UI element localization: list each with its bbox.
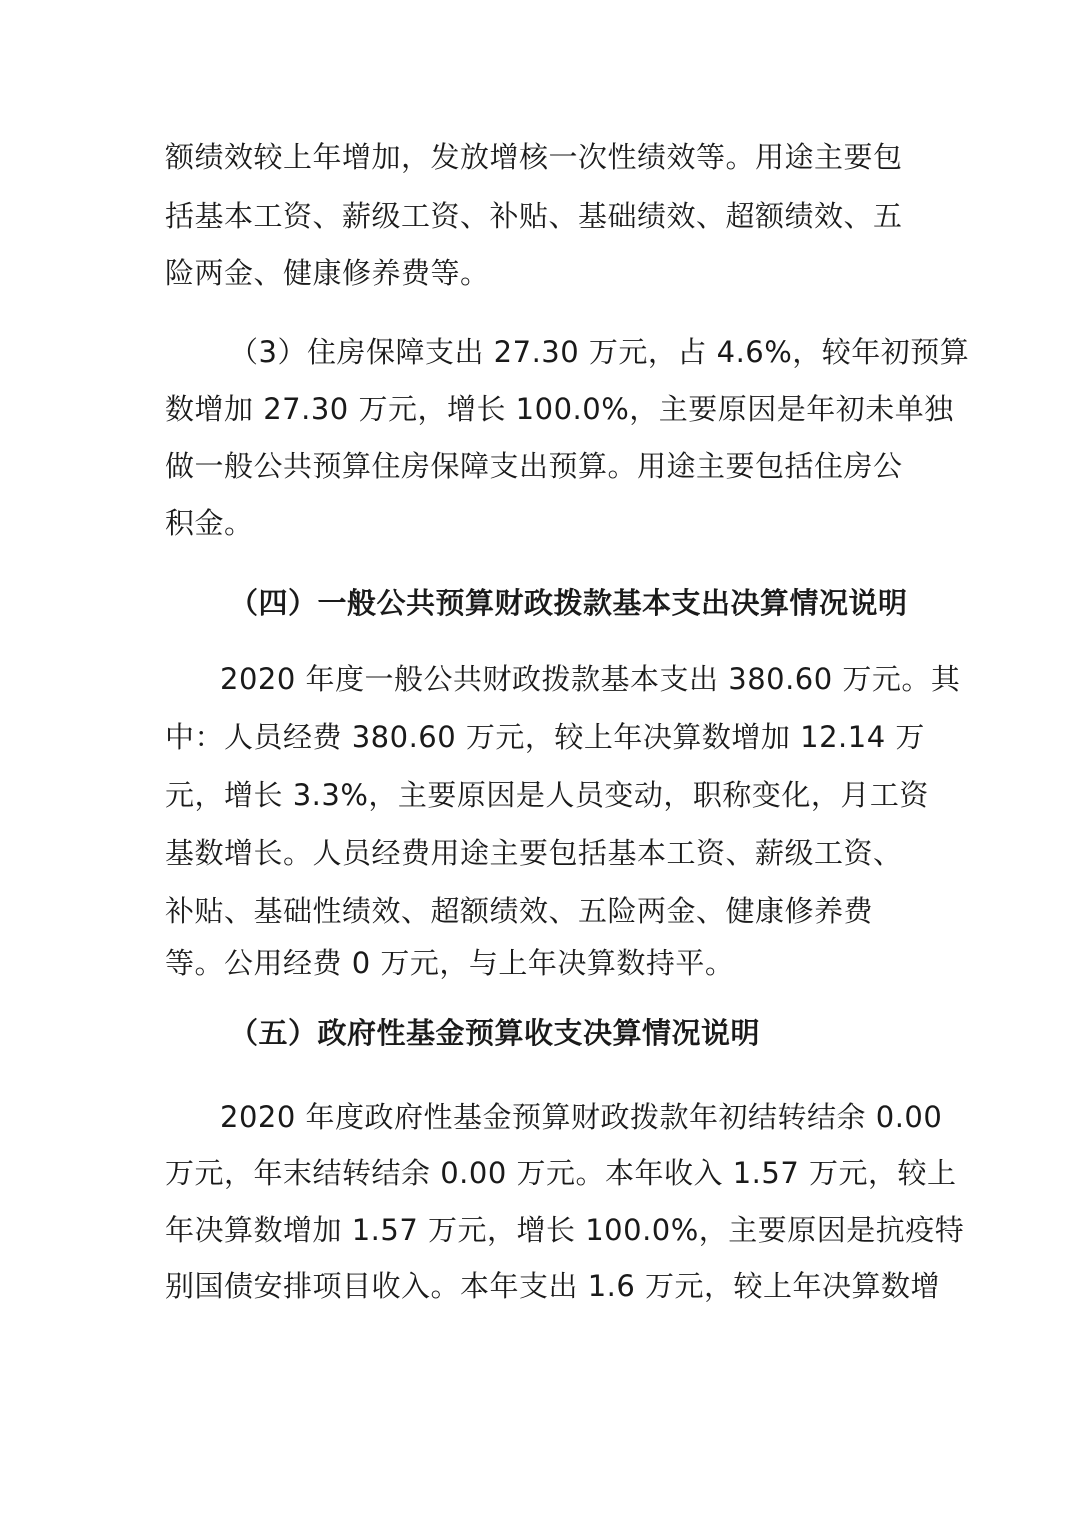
paragraph-1-line-2: 括基本工资、薪级工资、补贴、基础绩效、超额绩效、五 [165,199,903,233]
paragraph-2-line-3: 做一般公共预算住房保障支出预算。用途主要包括住房公 [165,449,903,483]
paragraph-3-line-6: 等。公用经费 0 万元，与上年决算数持平。 [165,946,735,980]
paragraph-3-line-4: 基数增长。人员经费用途主要包括基本工资、薪级工资、 [165,836,903,870]
paragraph-3-line-3: 元，增长 3.3%，主要原因是人员变动，职称变化，月工资 [165,778,929,812]
paragraph-2-line-1: （3）住房保障支出 27.30 万元，占 4.6%，较年初预算 [229,335,970,369]
paragraph-1-line-3: 险两金、健康修养费等。 [165,256,490,290]
paragraph-3-line-2: 中：人员经费 380.60 万元，较上年决算数增加 12.14 万 [165,720,925,754]
paragraph-2-line-2: 数增加 27.30 万元，增长 100.0%，主要原因是年初未单独 [165,392,954,426]
paragraph-4-line-2: 万元，年末结转结余 0.00 万元。本年收入 1.57 万元，较上 [165,1156,957,1190]
paragraph-2-line-4: 积金。 [165,506,254,540]
paragraph-4-line-3: 年决算数增加 1.57 万元，增长 100.0%，主要原因是抗疫特 [165,1213,965,1247]
paragraph-1-line-1: 额绩效较上年增加，发放增核一次性绩效等。用途主要包 [165,140,903,174]
paragraph-3-line-5: 补贴、基础性绩效、超额绩效、五险两金、健康修养费 [165,894,874,928]
section-heading-4: （四）一般公共预算财政拨款基本支出决算情况说明 [229,586,908,620]
paragraph-4-line-1: 2020 年度政府性基金预算财政拨款年初结转结余 0.00 [220,1100,943,1134]
section-heading-5: （五）政府性基金预算收支决算情况说明 [229,1016,761,1050]
paragraph-3-line-1: 2020 年度一般公共财政拨款基本支出 380.60 万元。其 [220,662,961,696]
paragraph-4-line-4: 别国债安排项目收入。本年支出 1.6 万元，较上年决算数增 [165,1269,941,1303]
